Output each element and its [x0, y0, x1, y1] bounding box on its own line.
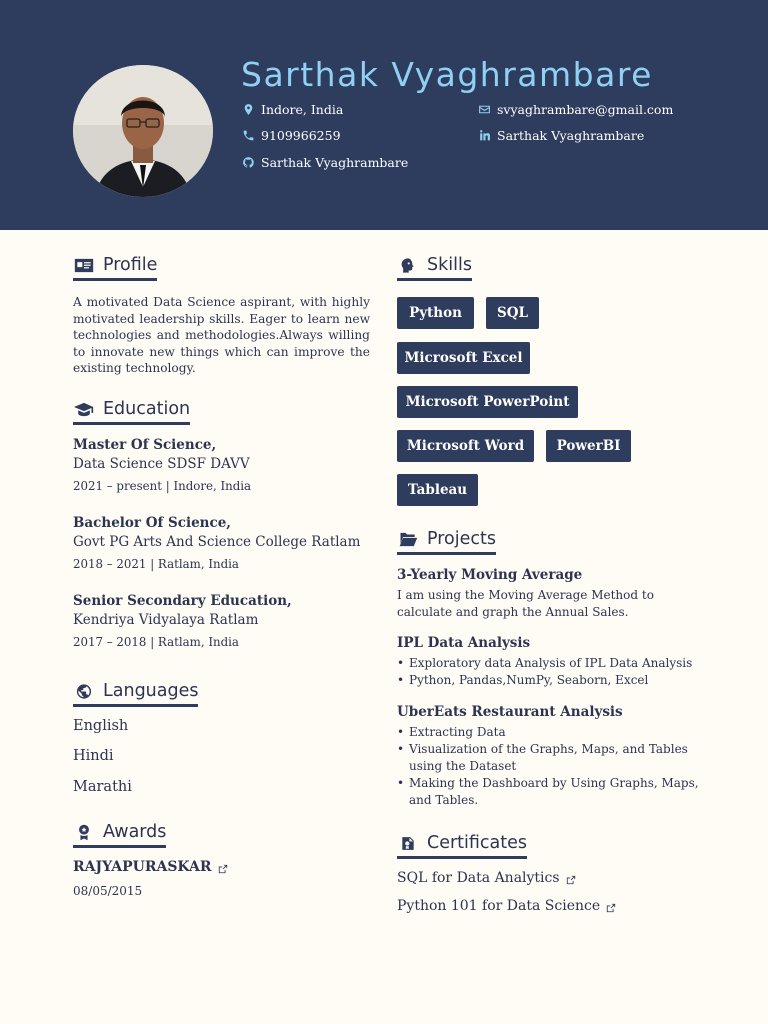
- list-item: • Visualization of the Graphs, Maps, and Tables using the Dataset: [397, 741, 707, 775]
- skill-chip: Tableau: [397, 474, 478, 506]
- education-meta: 2018 – 2021 | Ratlam, India: [73, 557, 239, 571]
- education-meta: 2021 – present | Indore, India: [73, 479, 252, 493]
- project-bullets: [397, 655, 707, 689]
- list-item: • Extracting Data: [397, 724, 707, 741]
- external-link-icon: [218, 862, 228, 872]
- phone-icon: [241, 129, 255, 143]
- education-meta: 2017 – 2018 | Ratlam, India: [73, 635, 239, 649]
- map-pin-icon: [241, 103, 255, 117]
- certificate-name: SQL for Data Analytics: [397, 870, 560, 886]
- education-degree: Senior Secondary Education,: [73, 593, 292, 609]
- skills-section-title: Skills: [397, 255, 472, 281]
- education-school: Kendriya Vidyalaya Ratlam: [73, 612, 259, 628]
- education-item: [73, 514, 373, 573]
- education-school: Data Science SDSF DAVV: [73, 456, 250, 472]
- contact-location: [241, 102, 343, 117]
- folder-open-icon: [397, 530, 419, 548]
- language-item: Hindi: [73, 748, 114, 764]
- globe-icon: [73, 682, 95, 700]
- education-school: Govt PG Arts And Science College Ratlam: [73, 534, 361, 550]
- github-text: Sarthak Vyaghrambare: [261, 155, 409, 170]
- list-item: • Making the Dashboard by Using Graphs, Maps, and Tables.: [397, 775, 707, 809]
- project-title: IPL Data Analysis: [397, 635, 531, 651]
- language-item: Marathi: [73, 779, 132, 795]
- award-ribbon-icon: [73, 823, 95, 841]
- certificate-link[interactable]: [397, 898, 616, 914]
- certificate-link[interactable]: [397, 870, 576, 886]
- profile-summary: A motivated Data Science aspirant, with highly motivated leadership skills. Eager to learn new technologies and methodologies.Always willing to innovate new things which can improve the existing technology.: [73, 295, 370, 375]
- profile-section-title: Profile: [73, 255, 157, 281]
- external-link-icon: [606, 901, 616, 911]
- skill-chip: Microsoft PowerPoint: [397, 386, 578, 418]
- languages-section-title: Languages: [73, 681, 198, 707]
- contact-phone: [241, 128, 341, 143]
- project-bullets: [397, 724, 707, 809]
- graduation-cap-icon: [73, 400, 95, 418]
- header-banner: [0, 0, 768, 230]
- education-degree: Master Of Science,: [73, 437, 217, 453]
- contact-linkedin[interactable]: [477, 128, 644, 143]
- projects-section-title: Projects: [397, 529, 496, 555]
- award-link[interactable]: [73, 859, 228, 875]
- portrait-illustration: [73, 65, 213, 197]
- certificate-icon: [397, 834, 419, 852]
- candidate-name: Sarthak Vyaghrambare: [241, 55, 653, 94]
- project-title: UberEats Restaurant Analysis: [397, 704, 623, 720]
- project-description: I am using the Moving Average Method to calculate and graph the Annual Sales.: [397, 588, 654, 619]
- skill-chip: Python: [397, 297, 474, 329]
- profile-photo: [73, 65, 213, 197]
- skill-chip: Microsoft Word: [397, 430, 534, 462]
- email-text: svyaghrambare@gmail.com: [497, 102, 674, 117]
- linkedin-text: Sarthak Vyaghrambare: [497, 128, 645, 143]
- phone-text: 9109966259: [261, 128, 341, 143]
- contact-email[interactable]: [477, 102, 673, 117]
- education-degree: Bachelor Of Science,: [73, 515, 232, 531]
- project-title: 3-Yearly Moving Average: [397, 567, 583, 583]
- certificate-name: Python 101 for Data Science: [397, 898, 601, 914]
- skill-chip: SQL: [486, 297, 539, 329]
- award-date: 08/05/2015: [73, 884, 143, 898]
- awards-section-title: Awards: [73, 822, 166, 848]
- education-item: [73, 436, 373, 495]
- certificates-section-title: Certificates: [397, 833, 527, 859]
- linkedin-icon: [477, 129, 491, 143]
- language-item: English: [73, 718, 129, 734]
- contact-github[interactable]: [241, 155, 408, 170]
- skill-chip: Microsoft Excel: [397, 342, 530, 374]
- list-item: • Python, Pandas,NumPy, Seaborn, Excel: [397, 672, 707, 689]
- award-name: RAJYAPURASKAR: [73, 859, 212, 875]
- list-item: • Exploratory data Analysis of IPL Data Analysis: [397, 655, 707, 672]
- skill-chip: PowerBI: [546, 430, 631, 462]
- envelope-icon: [477, 103, 491, 117]
- brain-head-icon: [397, 256, 419, 274]
- id-card-icon: [73, 256, 95, 274]
- education-section-title: Education: [73, 399, 190, 425]
- external-link-icon: [566, 873, 576, 883]
- github-icon: [241, 156, 255, 170]
- education-item: [73, 592, 373, 651]
- location-text: Indore, India: [261, 102, 344, 117]
